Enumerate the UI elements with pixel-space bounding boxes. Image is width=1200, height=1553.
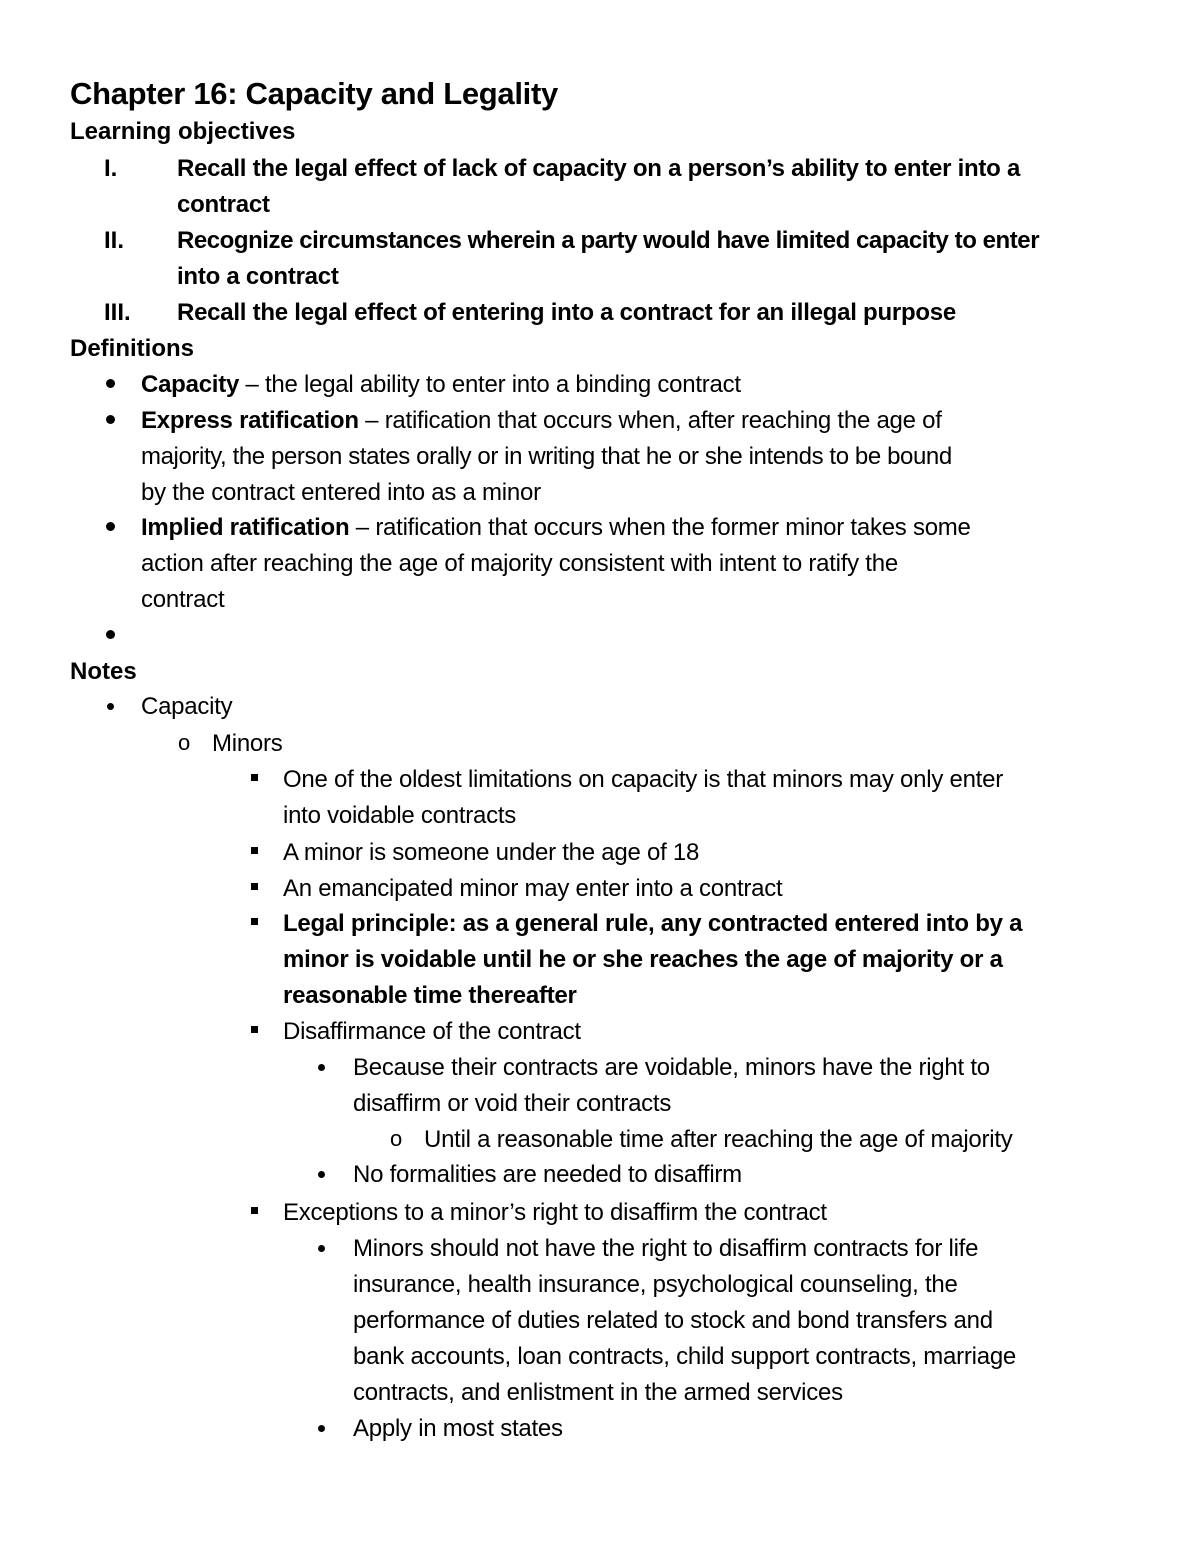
note-legal-principle-line-1: Legal principle: as a general rule, any contracted entered into by a — [283, 910, 1023, 937]
note-legal-principle-line-3: reasonable time thereafter — [283, 982, 577, 1009]
note-oldest-limitation-line-2: into voidable contracts — [283, 802, 517, 829]
definition-text: ratification that occurs when, after reaching the age of — [384, 407, 942, 434]
objective-3-number: III. — [104, 299, 131, 326]
bullet-dot-icon — [318, 1425, 325, 1432]
objective-2-number: II. — [104, 227, 125, 254]
bullet-dot-icon — [318, 1064, 325, 1071]
definition-express-line-3: by the contract entered into as a minor — [141, 479, 541, 506]
note-exceptions-list-line-1: Minors should not have the right to disaffirm contracts for life — [353, 1235, 979, 1262]
bullet-dot-icon — [107, 703, 114, 710]
bullet-dot-icon — [318, 1245, 325, 1252]
note-emancipated-minor: An emancipated minor may enter into a contract — [283, 875, 783, 902]
definition-term: Capacity — [141, 371, 240, 398]
bullet-dot-icon — [106, 522, 115, 531]
empty-bullet-dot-icon — [106, 630, 115, 639]
definition-text: ratification that occurs when the former minor takes some — [375, 514, 971, 541]
definition-dash: – — [349, 514, 376, 541]
objective-1-line-1: Recall the legal effect of lack of capacity on a person’s ability to enter into a — [177, 155, 1021, 182]
notes-capacity: Capacity — [141, 693, 233, 720]
square-bullet-icon — [251, 1207, 258, 1214]
note-apply-most-states: Apply in most states — [353, 1415, 563, 1442]
objective-3-line-1: Recall the legal effect of entering into a contract for an illegal purpose — [177, 299, 956, 326]
note-oldest-limitation-line-1: One of the oldest limitations on capacity is that minors may only enter — [283, 766, 1003, 793]
definition-dash: – — [358, 407, 385, 434]
hollow-circle-bullet-icon: o — [390, 1126, 403, 1151]
note-exceptions-list-line-3: performance of duties related to stock and bond transfers and — [353, 1307, 993, 1334]
note-exceptions-list-line-4: bank accounts, loan contracts, child support contracts, marriage — [353, 1343, 1017, 1370]
definition-text: the legal ability to enter into a binding contract — [264, 371, 741, 398]
bullet-dot-icon — [106, 415, 115, 424]
note-reasonable-time: Until a reasonable time after reaching the age of majority — [424, 1126, 1013, 1153]
objective-2-line-2: into a contract — [177, 263, 339, 290]
note-disaffirmance: Disaffirmance of the contract — [283, 1018, 581, 1045]
note-minor-definition: A minor is someone under the age of 18 — [283, 839, 700, 866]
note-voidable-right-line-1: Because their contracts are voidable, minors have the right to — [353, 1054, 990, 1081]
note-exceptions-list-line-5: contracts, and enlistment in the armed services — [353, 1379, 843, 1406]
square-bullet-icon — [251, 1026, 258, 1033]
note-legal-principle-line-2: minor is voidable until he or she reaches the age of majority or a — [283, 946, 1003, 973]
notes-heading: Notes — [70, 658, 137, 685]
notes-minors: Minors — [212, 730, 283, 757]
definition-implied-line-2: action after reaching the age of majority consistent with intent to ratify the — [141, 550, 898, 577]
hollow-circle-bullet-icon: o — [178, 730, 191, 755]
definitions-heading: Definitions — [70, 335, 194, 362]
square-bullet-icon — [251, 918, 258, 925]
definition-implied-ratification — [141, 510, 971, 546]
bullet-dot-icon — [106, 379, 115, 388]
objective-2-line-1: Recognize circumstances wherein a party would have limited capacity to enter — [177, 227, 1040, 254]
definition-dash: – — [239, 371, 265, 398]
objective-1-number: I. — [104, 155, 118, 182]
note-exceptions: Exceptions to a minor’s right to disaffirm the contract — [283, 1199, 827, 1226]
note-exceptions-list-line-2: insurance, health insurance, psychological counseling, the — [353, 1271, 958, 1298]
definition-implied-line-3: contract — [141, 586, 225, 613]
square-bullet-icon — [251, 774, 258, 781]
learning-objectives-heading: Learning objectives — [70, 118, 296, 145]
bullet-dot-icon — [318, 1171, 325, 1178]
objective-1-line-2: contract — [177, 191, 270, 218]
square-bullet-icon — [251, 883, 258, 890]
note-no-formalities: No formalities are needed to disaffirm — [353, 1161, 742, 1188]
definition-express-line-2: majority, the person states orally or in writing that he or she intends to be bound — [141, 443, 952, 470]
definition-term: Express ratification — [141, 407, 359, 434]
note-voidable-right-line-2: disaffirm or void their contracts — [353, 1090, 672, 1117]
definition-term: Implied ratification — [141, 514, 350, 541]
square-bullet-icon — [251, 847, 258, 854]
definition-capacity — [141, 367, 741, 403]
page-title: Chapter 16: Capacity and Legality — [70, 76, 558, 111]
definition-express-ratification — [141, 403, 942, 439]
